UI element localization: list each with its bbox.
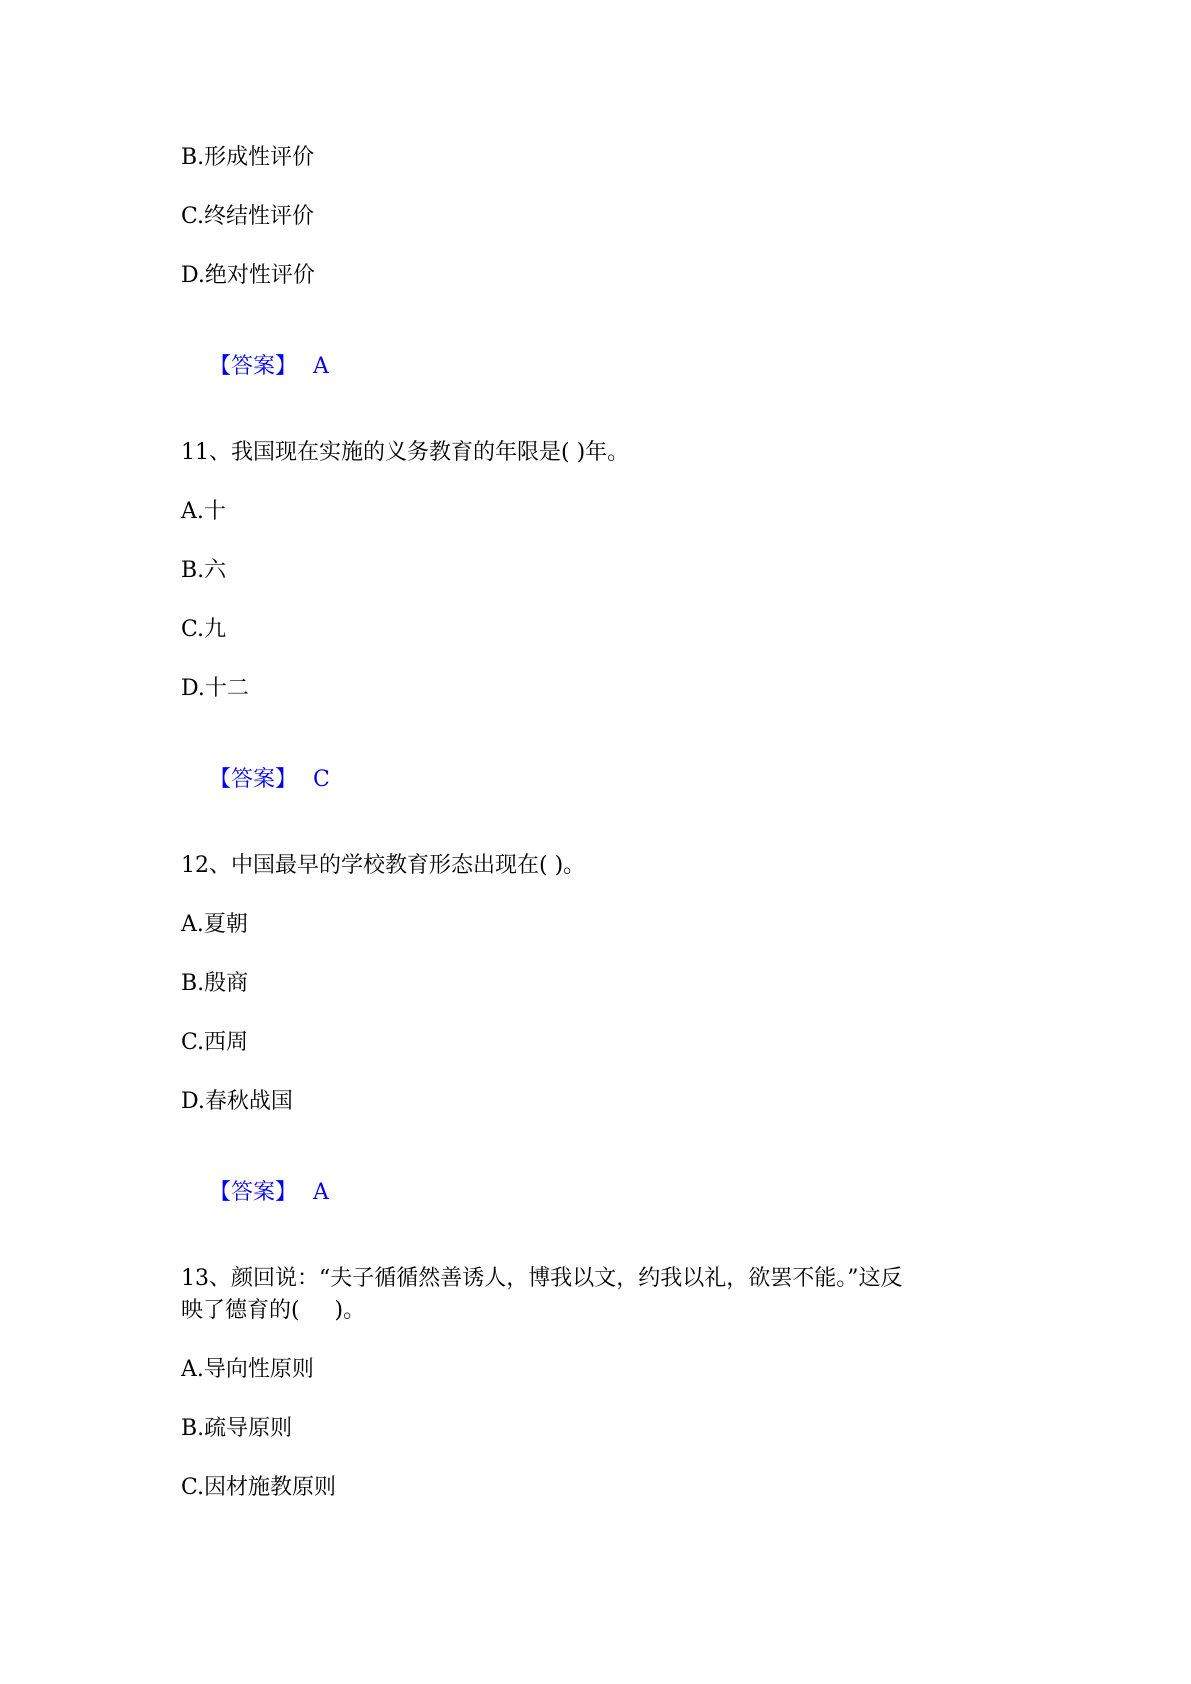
option-a: A.导向性原则 bbox=[181, 1357, 314, 1382]
answer-value: A bbox=[313, 1180, 329, 1205]
option-c: C.西周 bbox=[181, 1030, 249, 1055]
option-a: A.夏朝 bbox=[181, 912, 248, 937]
option-c: C.九 bbox=[181, 617, 227, 642]
option-c: C.终结性评价 bbox=[181, 204, 315, 229]
question-stem: 11、我国现在实施的义务教育的年限是( )年。 bbox=[181, 440, 630, 465]
answer-label: 【答案】 bbox=[208, 1180, 297, 1205]
option-a: A.十 bbox=[181, 499, 226, 524]
option-d: D.春秋战国 bbox=[181, 1089, 293, 1114]
option-b: B.形成性评价 bbox=[181, 145, 315, 170]
option-d: D.十二 bbox=[181, 676, 249, 701]
option-c: C.因材施教原则 bbox=[181, 1475, 337, 1500]
option-b: B.殷商 bbox=[181, 971, 249, 996]
question-stem-line-2: 映了德育的( )。 bbox=[181, 1298, 366, 1323]
question-stem-line-1: 13、颜回说：“夫子循循然善诱人，博我以文，约我以礼，欲罢不能。”这反 bbox=[181, 1266, 903, 1291]
question-stem: 12、中国最早的学校教育形态出现在( )。 bbox=[181, 853, 586, 878]
answer-label: 【答案】 bbox=[208, 767, 297, 792]
option-d: D.绝对性评价 bbox=[181, 263, 315, 288]
answer-label: 【答案】 bbox=[208, 354, 297, 379]
answer-value: C bbox=[313, 767, 330, 792]
answer-line bbox=[181, 319, 329, 415]
answer-value: A bbox=[313, 354, 329, 379]
option-b: B.疏导原则 bbox=[181, 1416, 293, 1441]
answer-line bbox=[181, 732, 330, 828]
answer-line bbox=[181, 1145, 329, 1241]
option-b: B.六 bbox=[181, 558, 227, 583]
